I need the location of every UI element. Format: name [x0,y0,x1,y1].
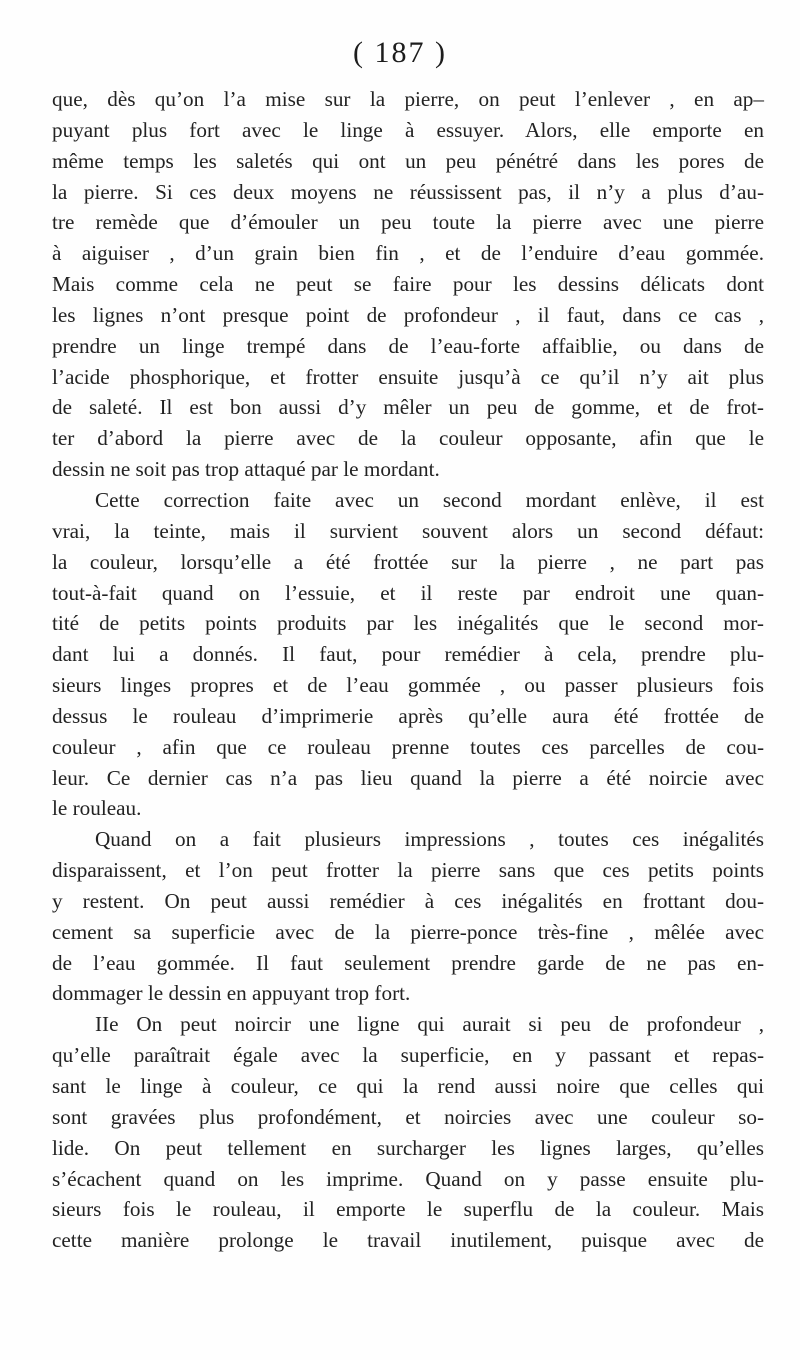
text-line: de saleté. Il est bon aussi d’y mêler un peu de gomme, et de frot- [52,395,764,420]
text-line: Mais comme cela ne peut se faire pour les dessins délicats dont [52,272,764,297]
text-line: lide. On peut tellement en surcharger les lignes larges, qu’elles [52,1135,764,1160]
text-line: sieurs linges propres et de l’eau gommée , ou passer plusieurs fois [52,673,764,698]
text-line: Cette correction faite avec un second mordant enlève, il est [95,487,764,512]
text-line: tout-à-fait quand on l’essuie, et il reste par endroit une quan- [52,580,764,605]
text-line: sant le linge à couleur, ce qui la rend aussi noire que celles qui [52,1074,764,1098]
text-line: prendre un linge trempé dans de l’eau-forte affaiblie, ou dans de [52,333,764,358]
text-line: ter d’abord la pierre avec de la couleur opposante, afin que le [52,426,764,451]
text-line: y restent. On peut aussi remédier à ces inégalités en frottant dou- [52,888,764,913]
text-line: vrai, la teinte, mais il survient souvent alors un second défaut: [52,518,764,543]
text-line: les lignes n’ont presque point de profondeur , il faut, dans ce cas , [52,302,764,327]
text-line: dant lui a donnés. Il faut, pour remédier à cela, prendre plu- [52,642,764,667]
text-line: IIe On peut noircir une ligne qui aurait si peu de profondeur , [95,1012,764,1037]
text-line: le rouleau. [52,796,142,821]
text-line: que, dès qu’on l’a mise sur la pierre, on peut l’enlever , en ap– [52,87,764,111]
text-line: tité de petits points produits par les inégalités que le second mor- [52,611,764,636]
text-line: de l’eau gommée. Il faut seulement prendre garde de ne pas en- [52,950,764,975]
text-line: tre remède que d’émouler un peu toute la pierre avec une pierre [52,210,764,235]
text-line: cement sa superficie avec de la pierre-ponce très-fine , mêlée avec [52,919,764,944]
text-line: à aiguiser , d’un grain bien fin , et de l’enduire d’eau gommée. [52,241,764,266]
body-text [52,84,764,1256]
text-line: la pierre. Si ces deux moyens ne réussissent pas, il n’y a plus d’au- [52,179,764,204]
page-number-header: ( 187 ) [353,36,447,69]
text-line: sieurs fois le rouleau, il emporte le superflu de la couleur. Mais [52,1197,764,1222]
text-line: l’acide phosphorique, et frotter ensuite jusqu’à ce qu’il n’y ait plus [52,364,764,389]
text-line: dessus le rouleau d’imprimerie après qu’elle aura été frottée de [52,703,764,728]
text-line: sont gravées plus profondément, et noircies avec une couleur so- [52,1104,764,1129]
text-line: leur. Ce dernier cas n’a pas lieu quand la pierre a été noircie avec [52,765,764,790]
text-line: la couleur, lorsqu’elle a été frottée sur la pierre , ne part pas [52,549,764,574]
text-line: Quand on a fait plusieurs impressions , toutes ces inégalités [95,827,764,852]
text-line: puyant plus fort avec le linge à essuyer. Alors, elle emporte en [52,117,764,142]
text-line: couleur , afin que ce rouleau prenne toutes ces parcelles de cou- [52,734,764,759]
text-line: s’écachent quand on les imprime. Quand on y passe ensuite plu- [52,1166,764,1191]
text-line: cette manière prolonge le travail inutilement, puisque avec de [52,1228,764,1253]
text-line: qu’elle paraîtrait égale avec la superficie, en y passant et repas- [52,1043,764,1068]
text-line: dessin ne soit pas trop attaqué par le mordant. [52,457,440,482]
text-line: disparaissent, et l’on peut frotter la pierre sans que ces petits points [52,858,764,883]
text-line: même temps les saletés qui ont un peu pénétré dans les pores de [52,148,764,173]
text-line: dommager le dessin en appuyant trop fort. [52,981,411,1006]
